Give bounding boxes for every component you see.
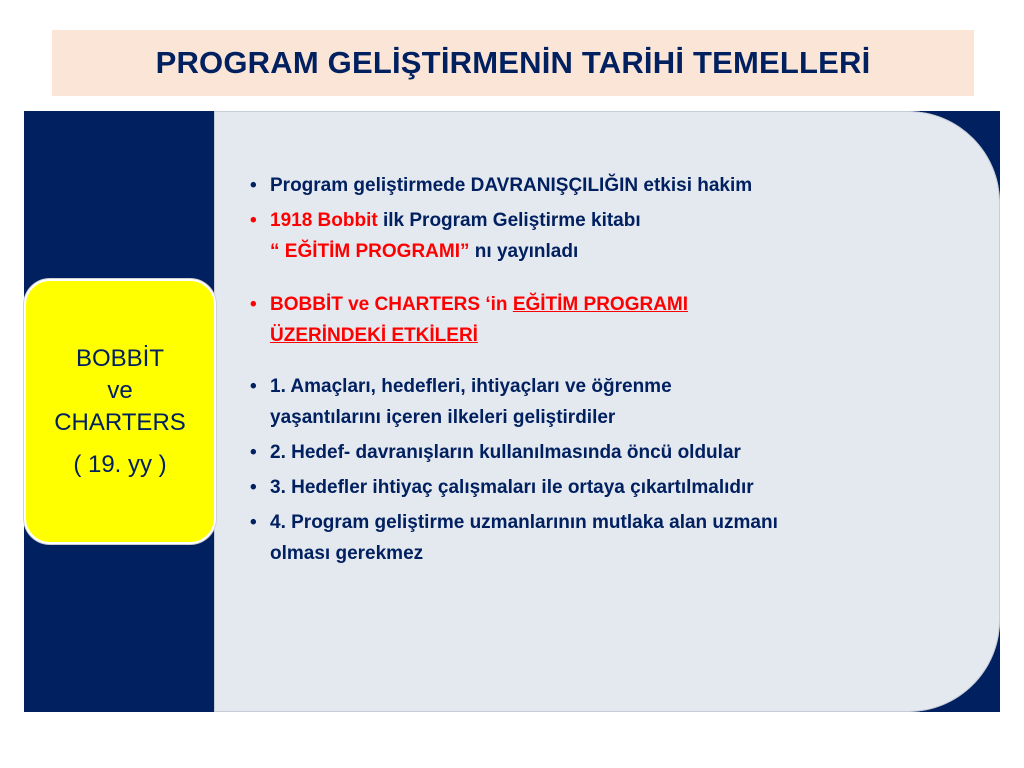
bullet-dot: • <box>250 477 257 498</box>
bullet-behaviorism: • Program geliştirmede DAVRANIŞÇILIĞIN etkisi hakim <box>246 170 946 201</box>
box-line-bobbit: BOBBİT <box>75 344 165 372</box>
bullet-dot: • <box>250 442 257 463</box>
box-line-charters: CHARTERS <box>54 408 186 436</box>
bullet-dot: • <box>250 512 257 533</box>
title-banner <box>52 30 974 96</box>
effects-underlined-1: EĞİTİM PROGRAMI <box>512 294 689 315</box>
year-bobbit: 1918 Bobbit <box>270 210 378 231</box>
bullet-effects-heading: • BOBBİT ve CHARTERS ‘in EĞİTİM PROGRAMI ÜZERİNDEKİ ETKİLERİ <box>246 289 946 351</box>
bullet-dot: • <box>250 175 257 196</box>
bullet-dot: • <box>250 376 257 397</box>
bullet-dot: • <box>250 210 257 231</box>
slide-title: PROGRAM GELİŞTİRMENİN TARİHİ TEMELLERİ <box>155 45 871 80</box>
bullet-1918-bobbit: • 1918 Bobbit ilk Program Geliştirme kitabı “ EĞİTİM PROGRAMI” nı yayınladı <box>246 205 946 267</box>
bullet-item-4: • 4. Program geliştirme uzmanlarının mutlaka alan uzmanı olması gerekmez <box>246 507 946 569</box>
box-line-century: ( 19. yy ) <box>73 450 167 478</box>
bullet-dot: • <box>250 294 257 315</box>
box-line-ve: ve <box>107 376 133 404</box>
bobbit-charters-box <box>24 279 216 544</box>
bullet-item-2: • 2. Hedef- davranışların kullanılmasında öncü oldular <box>246 437 946 468</box>
effects-underlined-2: ÜZERİNDEKİ ETKİLERİ <box>270 325 478 346</box>
book-title: “ EĞİTİM PROGRAMI” <box>270 241 470 262</box>
bullet-item-1: • 1. Amaçları, hedefleri, ihtiyaçları ve öğrenme yaşantılarını içeren ilkeleri geliştirdiler <box>246 371 946 433</box>
bullet-item-3: • 3. Hedefler ihtiyaç çalışmaları ile ortaya çıkartılmalıdır <box>246 472 946 503</box>
bullet-list <box>246 170 946 569</box>
